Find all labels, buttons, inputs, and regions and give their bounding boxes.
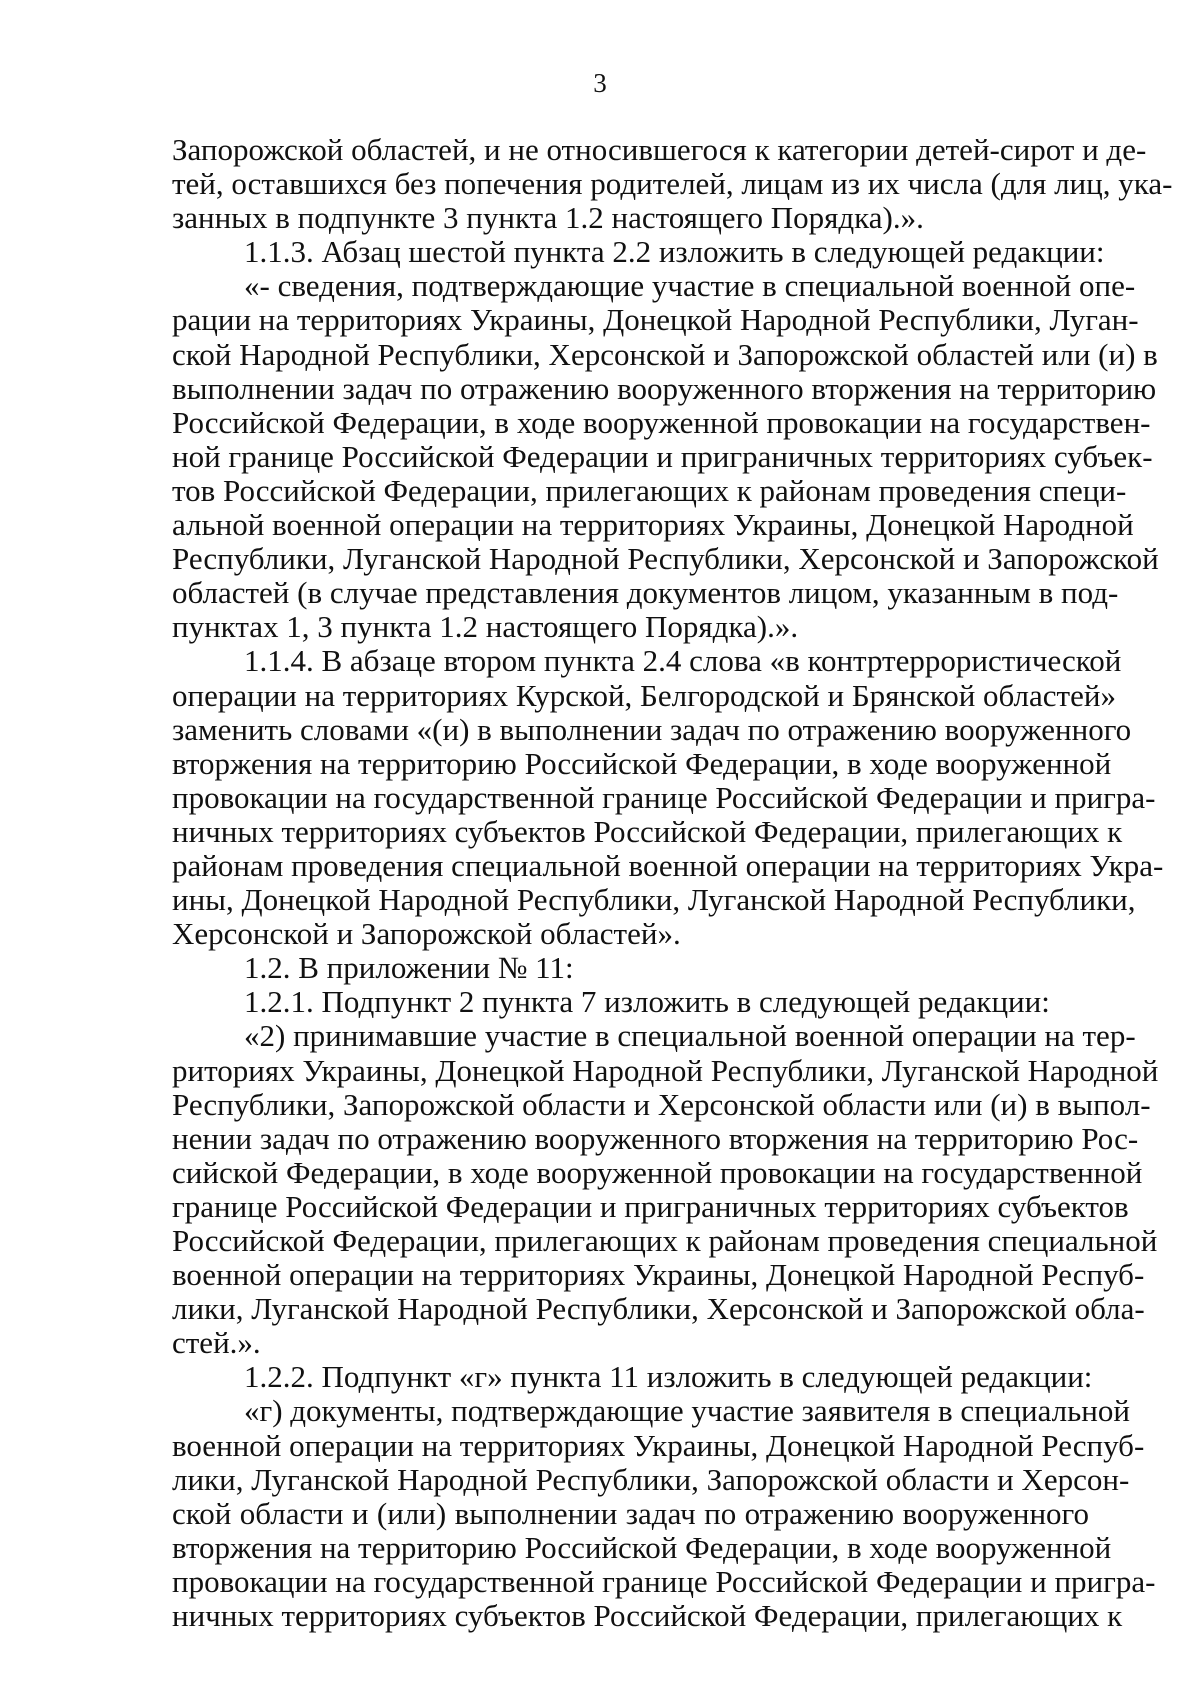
document-body	[172, 132, 1173, 1634]
text-line: ской Народной Республики, Херсонской и Запорожской областей или (и) в	[172, 336, 1158, 372]
text-line: военной операции на территориях Украины, Донецкой Народной Респуб-	[172, 1427, 1145, 1463]
text-line: пунктах 1, 3 пункта 1.2 настоящего Порядка).».	[172, 609, 799, 645]
paragraph	[172, 268, 1159, 645]
text-line: лики, Луганской Народной Республики, Херсонской и Запорожской обла-	[172, 1291, 1145, 1327]
text-line: лики, Луганской Народной Республики, Запорожской области и Херсон-	[172, 1461, 1130, 1497]
text-line: 1.2.2. Подпункт «г» пункта 11 изложить в следующей редакции:	[244, 1359, 1093, 1395]
text-line: стей.».	[172, 1325, 261, 1361]
text-line: провокации на государственной границе Российской Федерации и пригра-	[172, 1563, 1156, 1599]
paragraph	[172, 1393, 1156, 1634]
text-line: заменить словами «(и) в выполнении задач по отражению вооруженного	[172, 711, 1132, 747]
text-line: 1.2.1. Подпункт 2 пункта 7 изложить в следующей редакции:	[244, 984, 1050, 1020]
text-line: ничных территориях субъектов Российской Федерации, прилегающих к	[172, 813, 1123, 849]
paragraph	[172, 1359, 1093, 1395]
text-line: вторжения на территорию Российской Федерации, в ходе вооруженной	[172, 1529, 1112, 1565]
text-line: «2) принимавшие участие в специальной военной операции на тер-	[244, 1018, 1136, 1054]
text-line: тей, оставшихся без попечения родителей, лицам из их числа (для лиц, ука-	[172, 166, 1173, 202]
text-line: провокации на государственной границе Российской Федерации и пригра-	[172, 779, 1156, 815]
text-line: районам проведения специальной военной операции на территориях Укра-	[172, 847, 1164, 883]
text-line: Республики, Луганской Народной Республики, Херсонской и Запорожской	[172, 541, 1159, 577]
text-line: выполнении задач по отражению вооруженного вторжения на территорию	[172, 370, 1157, 406]
paragraph	[172, 951, 1089, 985]
text-line: Запорожской областей, и не относившегося к категории детей-сирот и де-	[172, 132, 1147, 167]
text-line: ной границе Российской Федерации и приграничных территориях субъек-	[172, 438, 1153, 474]
text-line: сийской Федерации, в ходе вооруженной провокации на государственной	[172, 1154, 1143, 1190]
text-line: вторжения на территорию Российской Федерации, в ходе вооруженной	[172, 745, 1112, 781]
paragraph	[172, 132, 1173, 236]
page-number: 3	[593, 68, 607, 98]
text-line: «- сведения, подтверждающие участие в специальной военной опе-	[244, 268, 1136, 304]
paragraph	[172, 234, 1105, 270]
paragraph	[172, 985, 1089, 1019]
text-line: нении задач по отражению вооруженного вторжения на территорию Рос-	[172, 1120, 1139, 1156]
text-line: областей (в случае представления документов лицом, указанным в под-	[172, 575, 1119, 611]
text-line: операции на территориях Курской, Белгородской и Брянской областей»	[172, 677, 1116, 713]
text-line: 1.1.4. В абзаце втором пункта 2.4 слова «в контртеррористической	[244, 643, 1122, 679]
text-line: 1.2. В приложении № 11:	[244, 950, 574, 986]
text-line: 1.1.3. Абзац шестой пункта 2.2 изложить в следующей редакции:	[244, 234, 1105, 270]
text-line: Российской Федерации, прилегающих к районам проведения специальной	[172, 1223, 1158, 1258]
text-line: риториях Украины, Донецкой Народной Республики, Луганской Народной	[172, 1052, 1159, 1088]
text-line: Российской Федерации, в ходе вооруженной провокации на государствен-	[172, 404, 1151, 440]
text-line: «г) документы, подтверждающие участие заявителя в специальной	[244, 1393, 1130, 1429]
text-line: границе Российской Федерации и приграничных территориях субъектов	[172, 1188, 1129, 1224]
text-line: Республики, Запорожской области и Херсонской области или (и) в выпол-	[172, 1086, 1151, 1122]
paragraph	[172, 643, 1164, 952]
text-line: Херсонской и Запорожской областей».	[172, 916, 681, 952]
text-line: ской области и (или) выполнении задач по отражению вооруженного	[172, 1495, 1089, 1531]
text-line: рации на территориях Украины, Донецкой Народной Республики, Луган-	[172, 302, 1139, 338]
text-line: ины, Донецкой Народной Республики, Луганской Народной Республики,	[172, 882, 1136, 918]
paragraph	[172, 1018, 1159, 1361]
text-line: тов Российской Федерации, прилегающих к районам проведения специ-	[172, 472, 1127, 508]
text-line: альной военной операции на территориях Украины, Донецкой Народной	[172, 507, 1134, 543]
text-line: военной операции на территориях Украины, Донецкой Народной Респуб-	[172, 1257, 1145, 1293]
text-line: ничных территориях субъектов Российской Федерации, прилегающих к	[172, 1598, 1123, 1634]
text-line: занных в подпункте 3 пункта 1.2 настоящего Порядка).».	[172, 200, 924, 236]
